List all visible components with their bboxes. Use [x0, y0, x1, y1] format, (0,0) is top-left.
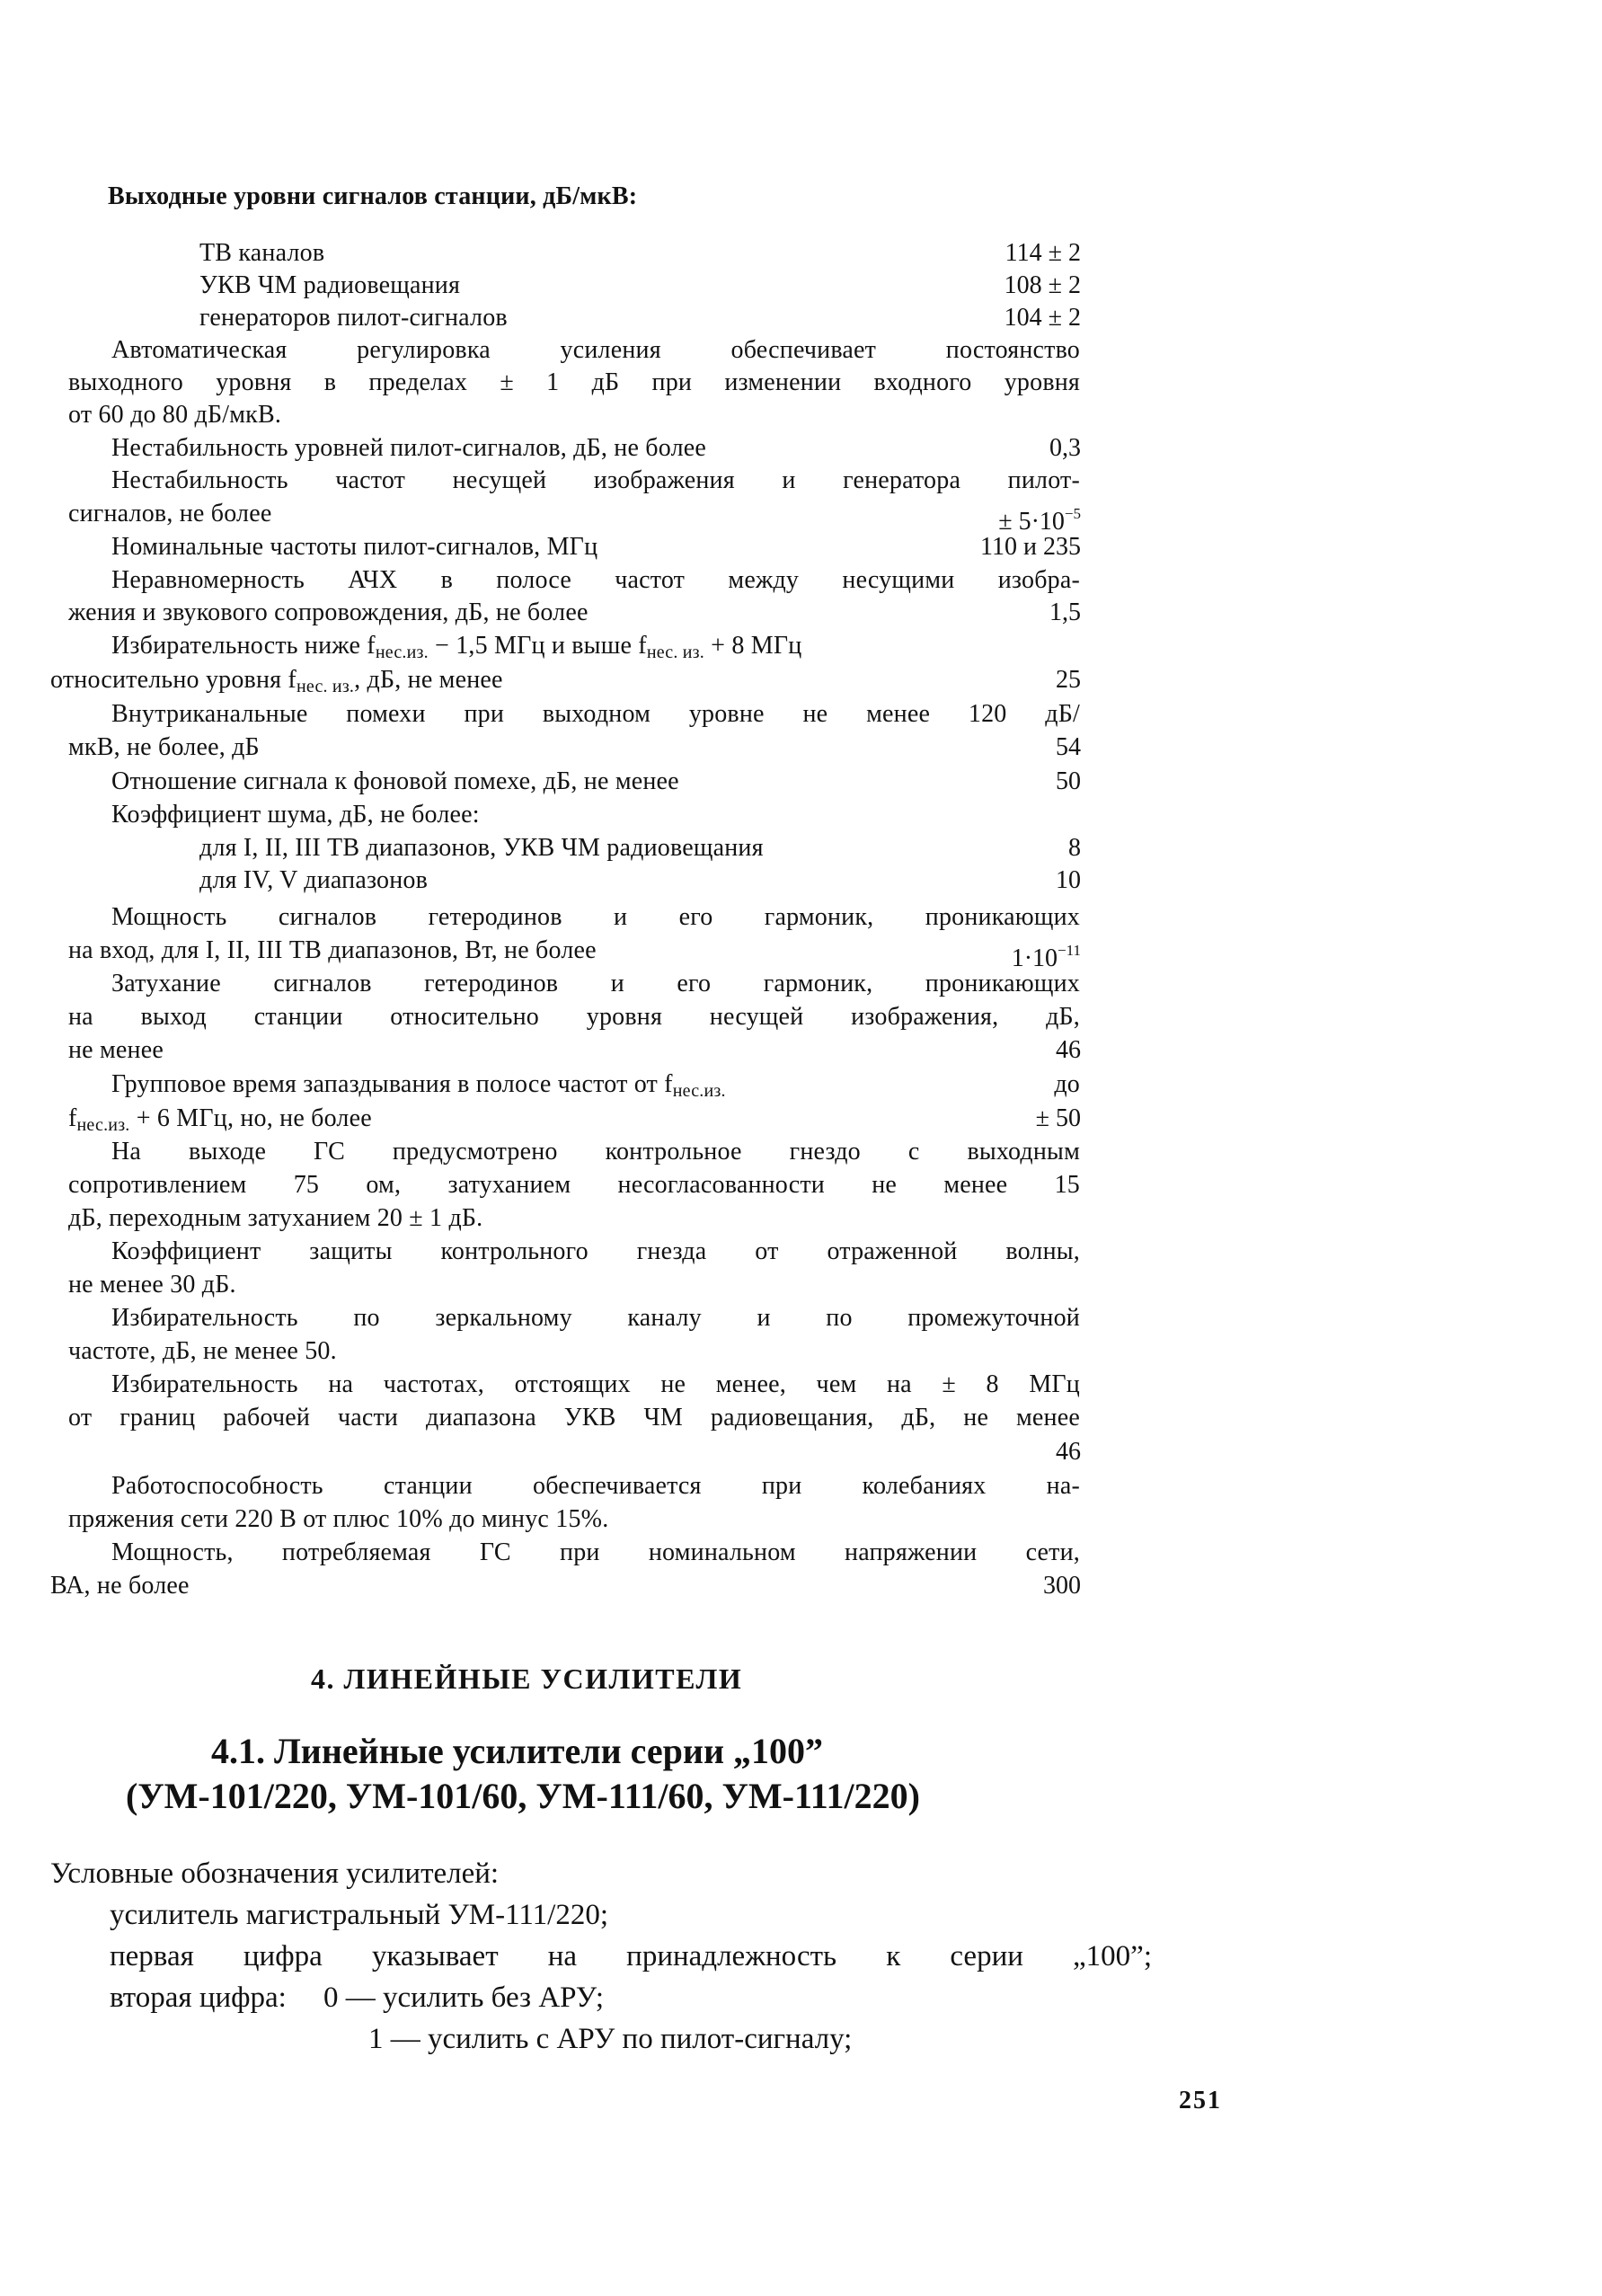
- protection-line-1: Коэффициент защиты контрольного гнезда от отраженной волны,: [111, 1237, 1080, 1265]
- selectivity-line-2: относительно уровня $f_{нес. из.}$, дБ, не менее: [50, 666, 503, 696]
- snr-value: 50: [1056, 767, 1081, 795]
- fm-select-line-2: от границ рабочей части диапазона УКВ ЧМ радиовещания, дБ, не менее: [68, 1404, 1080, 1432]
- group-delay-value: ± 50: [1035, 1104, 1081, 1132]
- image-channel-line-2: частоте, дБ, не менее 50.: [68, 1337, 337, 1365]
- noise-item-1-label: для I, II, III ТВ диапазонов, УКВ ЧМ радиовещания: [199, 834, 764, 862]
- nominal-freq-value: 110 и 235: [980, 533, 1081, 561]
- aru-line-1: Автоматическая регулировка усиления обеспечивает постоянство: [111, 336, 1080, 364]
- intro-line-3: первая цифра указывает на принадлежность к серии „100”;: [110, 1940, 1152, 1972]
- level-value-fm: 108 ± 2: [1004, 271, 1081, 299]
- level-value-pilot: 104 ± 2: [1004, 304, 1081, 332]
- lo-atten-value: 46: [1056, 1036, 1081, 1064]
- group-delay-line-1: Групповое время запаздывания в полосе частот от $f_{нес.из.}$ до: [111, 1070, 1080, 1101]
- unevenness-line-2: жения и звукового сопровождения, дБ, не более: [68, 598, 589, 626]
- intro-line-2: усилитель магистральный УМ-111/220;: [110, 1899, 609, 1931]
- subsection-title-line-2: (УМ-101/220, УМ-101/60, УМ-111/60, УМ-111/220): [126, 1776, 920, 1816]
- lo-power-value: $1\cdot 10^{-11}$: [1011, 942, 1081, 972]
- page-number: 251: [1179, 2087, 1222, 2114]
- image-channel-line-1: Избирательность по зеркальному каналу и по промежуточной: [111, 1304, 1080, 1332]
- pilot-instability-text: Нестабильность уровней пилот-сигналов, дБ, не более: [111, 434, 707, 462]
- unevenness-line-1: Неравномерность АЧХ в полосе частот между несущими изобра-: [111, 566, 1080, 594]
- noise-item-1-value: 8: [1068, 834, 1081, 862]
- power-value: 300: [1043, 1572, 1081, 1600]
- aru-line-2: выходного уровня в пределах ± 1 дБ при изменении входного уровня: [68, 368, 1080, 396]
- operability-line-1: Работоспособность станции обеспечивается при колебаниях на-: [111, 1472, 1080, 1500]
- aru-line-3: от 60 до 80 дБ/мкВ.: [68, 401, 282, 429]
- socket-line-1: На выходе ГС предусмотрено контрольное гнездо с выходным: [111, 1138, 1080, 1166]
- freq-instability-line-2: сигналов, не более: [68, 500, 272, 527]
- lo-power-line-1: Мощность сигналов гетеродинов и его гармоник, проникающих: [111, 903, 1080, 931]
- level-label-fm: УКВ ЧМ радиовещания: [199, 271, 461, 299]
- unevenness-value: 1,5: [1049, 598, 1081, 626]
- intro-line-4b: 0 — усилить без АРУ;: [323, 1981, 604, 2014]
- lo-atten-line-2: на выход станции относительно уровня несущей изображения, дБ,: [68, 1003, 1080, 1031]
- freq-instability-line-1: Нестабильность частот несущей изображения и генератора пилот-: [111, 466, 1080, 494]
- lo-atten-line-1: Затухание сигналов гетеродинов и его гармоник, проникающих: [111, 970, 1080, 997]
- fm-select-line-1: Избирательность на частотах, отстоящих не менее, чем на ± 8 МГц: [111, 1370, 1080, 1398]
- socket-line-2: сопротивлением 75 ом, затуханием несогласованности не менее 15: [68, 1171, 1080, 1199]
- section-title: 4. ЛИНЕЙНЫЕ УСИЛИТЕЛИ: [311, 1662, 743, 1695]
- inband-line-1: Внутриканальные помехи при выходном уровне не менее 120 дБ/: [111, 700, 1080, 728]
- level-value-tv: 114 ± 2: [1005, 239, 1081, 267]
- inband-value: 54: [1056, 733, 1081, 761]
- protection-line-2: не менее 30 дБ.: [68, 1271, 236, 1299]
- intro-line-5: 1 — усилить с АРУ по пилот-сигналу;: [368, 2023, 853, 2055]
- noise-item-2-label: для IV, V диапазонов: [199, 866, 429, 894]
- power-line-1: Мощность, потребляемая ГС при номинальном напряжении сети,: [111, 1538, 1080, 1566]
- snr-text: Отношение сигнала к фоновой помехе, дБ, не менее: [111, 767, 679, 795]
- fm-select-value: 46: [1056, 1438, 1081, 1466]
- intro-line-1: Условные обозначения усилителей:: [50, 1857, 500, 1890]
- inband-line-2: мкВ, не более, дБ: [68, 733, 260, 761]
- nominal-freq-text: Номинальные частоты пилот-сигналов, МГц: [111, 533, 598, 561]
- lo-power-line-2: на вход, для I, II, III ТВ диапазонов, Вт, не более: [68, 936, 597, 964]
- operability-line-2: пряжения сети 220 В от плюс 10% до минус 15%.: [68, 1505, 609, 1533]
- power-line-2: ВА, не более: [50, 1572, 190, 1600]
- lo-atten-line-3: не менее: [68, 1036, 164, 1064]
- socket-line-3: дБ, переходным затуханием 20 ± 1 дБ.: [68, 1204, 483, 1232]
- level-label-tv: ТВ каналов: [199, 239, 325, 267]
- noise-item-2-value: 10: [1056, 866, 1081, 894]
- group-delay-line-2: $f_{нес.из.} + 6$ МГц, но, не более: [68, 1104, 372, 1135]
- freq-instability-value: ± $5\cdot 10^{-5}$: [998, 505, 1081, 536]
- selectivity-line-1: Избирательность ниже $f_{нес.из.} - 1,5$ МГц и выше $f_{нес. из.} + 8$ МГц: [111, 632, 802, 662]
- selectivity-value: 25: [1056, 666, 1081, 694]
- levels-heading: Выходные уровни сигналов станции, дБ/мкВ:: [108, 182, 638, 210]
- subsection-title-line-1: 4.1. Линейные усилители серии „100”: [211, 1731, 824, 1771]
- noise-heading: Коэффициент шума, дБ, не более:: [111, 801, 480, 829]
- pilot-instability-value: 0,3: [1049, 434, 1081, 462]
- level-label-pilot: генераторов пилот-сигналов: [199, 304, 508, 332]
- intro-line-4a: вторая цифра:: [110, 1981, 287, 2014]
